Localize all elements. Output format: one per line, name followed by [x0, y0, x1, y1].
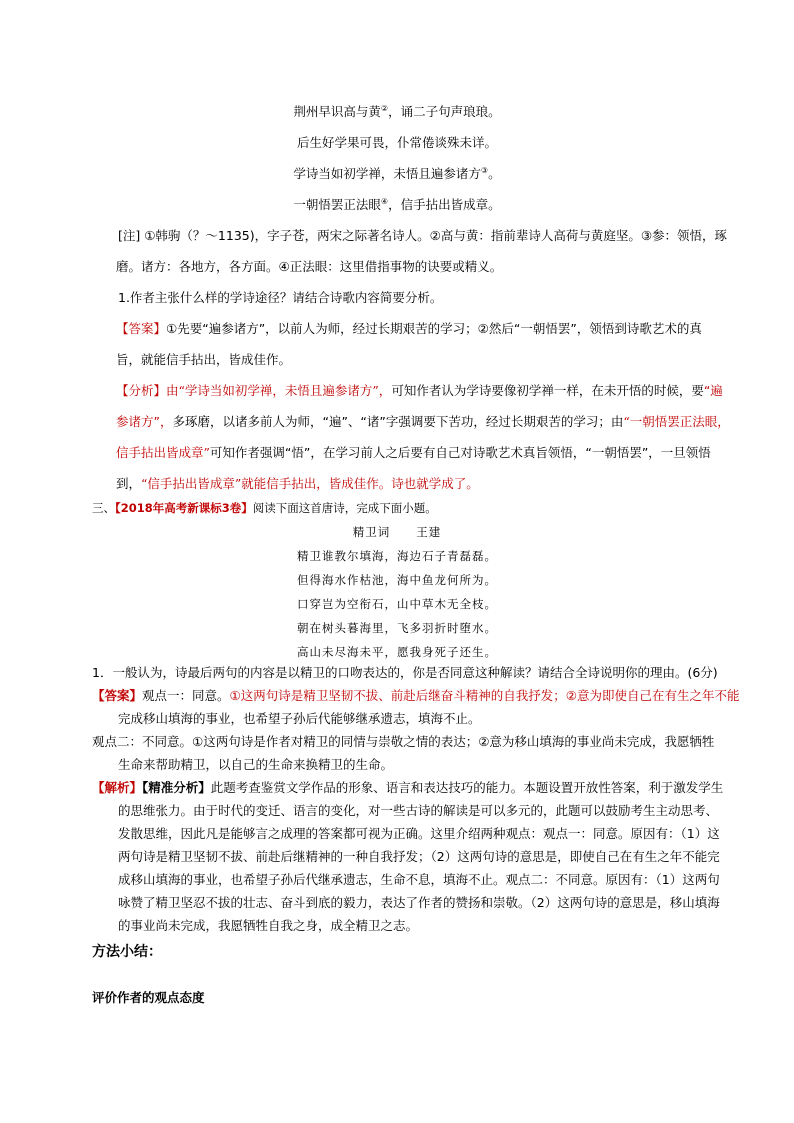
analysis-quote: 信手拈出皆成章”	[116, 445, 210, 460]
poem1-line4-text: 一朝悟罢正法眼	[293, 197, 381, 212]
answer-tag: 【答案】	[116, 321, 167, 336]
q2-analysis-line: 发散思维，因此凡是能够言之成理的答案都可视为正确。这里介绍两种观点：观点一：同意。原因有：（1）这	[118, 826, 720, 841]
q1-analysis-line4	[116, 476, 479, 492]
q2-analysis-line1	[92, 780, 723, 796]
section-3-header	[92, 500, 437, 516]
analysis-text: 此题考查鉴赏文学作品的形象、语言和表达技巧的能力。本题设置开放性答案，利于激发学生	[210, 780, 724, 795]
poem2-line: 高山未尽海未平，愿我身死子还生。	[297, 645, 497, 659]
poem2-line: 朝在树头暮海里，飞多羽折时堕水。	[297, 621, 497, 635]
footnote-mark: ②	[380, 103, 389, 113]
poem1-line3-text-end: 。	[488, 166, 501, 181]
poem1-line1-text: 荆州早识高与黄	[293, 104, 381, 119]
q1-analysis-line3	[116, 445, 711, 461]
analysis-quote: “遍	[703, 383, 723, 398]
analysis-text: 到，	[116, 476, 142, 491]
poem1-line4	[0, 197, 794, 213]
q1-analysis-line2	[116, 414, 730, 430]
q2-view2-line2: 生命来帮助精卫，以自己的生命来换精卫的生命。	[118, 757, 394, 772]
poem1-line3	[0, 166, 794, 182]
q2-analysis-line: 成移山填海的事业，也希望子孙后代继承遗志，生命不息，填海不止。观点二：不同意。原因有：（1）这两句	[118, 872, 720, 887]
analysis-text: 可知作者强调“悟”，在学习前人之后要有自己对诗歌艺术真旨领悟，“一朝悟罢”，一旦领悟	[209, 445, 711, 460]
q1-answer-line2: 旨，就能信手拈出，皆成佳作。	[116, 352, 292, 367]
q2-view2-line1: 观点二：不同意。①这两句诗是作者对精卫的同情与崇敬之情的表达；②意为移山填海的事业尚未完成，我愿牺牲	[92, 734, 715, 749]
q2-answer-line1	[92, 688, 739, 704]
view1-label: 观点一：同意。	[142, 688, 230, 703]
method-heading: 方法小结：	[92, 944, 162, 960]
view1-text: ①这两句诗是精卫坚韧不拔、前赴后继奋斗精神的自我抒发；②意为即使自己在有生之年不能	[229, 688, 740, 703]
poem2-line: 但得海水作枯池，海中鱼龙何所为。	[297, 573, 497, 587]
analysis-tag: 【解析】	[92, 780, 143, 795]
poem2-line: 精卫谁教尔填海，海边石子青磊磊。	[297, 549, 497, 563]
section-source: 【2018年高考新课标3卷】	[115, 501, 253, 515]
q2-analysis-line: 两句诗是精卫坚韧不拔、前赴后继精神的一种自我抒发；（2）这两句诗的意思是，即使自己在有生之年不能完	[118, 849, 720, 864]
analysis-quote: “信手拈出皆成章”就能信手拈出，皆成佳作。诗也就学成了。	[141, 476, 479, 491]
analysis-quote: 参诸方”，	[116, 414, 173, 429]
q1-analysis-line1	[116, 383, 723, 399]
analysis-tag: 【分析】	[116, 383, 167, 398]
section-instruction: 阅读下面这首唐诗，完成下面小题。	[252, 501, 437, 515]
q2-analysis-line: 的思维张力。由于时代的变迁、语言的变化，对一些古诗的解读是可以多元的，此题可以鼓励考生主动思考、	[118, 803, 719, 818]
footnote-mark: ③	[480, 165, 489, 175]
poem1-line1-text-end: ，诵二子句声琅琅。	[388, 104, 501, 119]
analysis-quote: “一朝悟罢正法眼，	[623, 414, 730, 429]
question-1: 1.作者主张什么样的学诗途径？请结合诗歌内容简要分析。	[118, 290, 443, 305]
footnote-mark: ④	[380, 196, 389, 206]
analysis-text: 可知作者认为学诗要像初学禅一样，在未开悟的时候，要	[391, 383, 704, 398]
question-2: 1．一般认为，诗最后两句的内容是以精卫的口吻表达的，你是否同意这种解读？请结合全诗说明你的理由。(6分)	[92, 665, 718, 680]
analysis-text: 多琢磨，以诸多前人为师，“遍”、“诸”字强调要下苦功，经过长期艰苦的学习；由	[172, 414, 624, 429]
poem1-line1	[0, 104, 794, 120]
poem1-line3-text: 学诗当如初学禅，未悟且遍参诸方	[293, 166, 481, 181]
method-subheading: 评价作者的观点态度	[92, 990, 205, 1005]
q1-answer-line1	[116, 321, 702, 337]
poem1-line4-text-end: ，信手拈出皆成章。	[388, 197, 501, 212]
q2-analysis-line: 的事业尚未完成，我愿牺牲自我之身，成全精卫之志。	[118, 918, 419, 933]
analysis-quote: 由“学诗当如初学禅，未悟且遍参诸方”，	[166, 383, 392, 398]
analysis-subtag: 【精准分析】	[142, 780, 211, 795]
notes-line1: [注] ①韩驹（？～1135)，字子苍，两宋之际著名诗人。②高与黄：指前辈诗人高荷与黄庭坚。③参：领悟，琢	[118, 228, 728, 243]
poem2-title: 精卫词	[352, 525, 391, 539]
poem2-title-line	[0, 524, 794, 540]
notes-line2: 磨。诸方：各地方，各方面。④正法眼：这里借指事物的诀要或精义。	[116, 259, 503, 274]
answer-tag: 【答案】	[92, 688, 143, 703]
poem2-line: 口穿岂为空衔石，山中草木无全枝。	[297, 597, 497, 611]
q2-analysis-line: 咏赞了精卫坚忍不拔的壮志、奋斗到底的毅力，表达了作者的赞扬和崇敬。（2）这两句诗的意思是，移山填海	[118, 895, 720, 910]
poem1-line2: 后生好学果可畏，仆常倦谈殊未详。	[296, 135, 497, 150]
q2-answer-line2: 完成移山填海的事业，也希望子孙后代能够继承遗志，填海不止。	[118, 711, 481, 726]
poem2-author: 王建	[416, 525, 442, 539]
section-number: 三、	[92, 501, 115, 515]
answer-text: ①先要“遍参诸方”，以前人为师，经过长期艰苦的学习；②然后“一朝悟罢”，领悟到诗歌艺术的真	[166, 321, 702, 336]
